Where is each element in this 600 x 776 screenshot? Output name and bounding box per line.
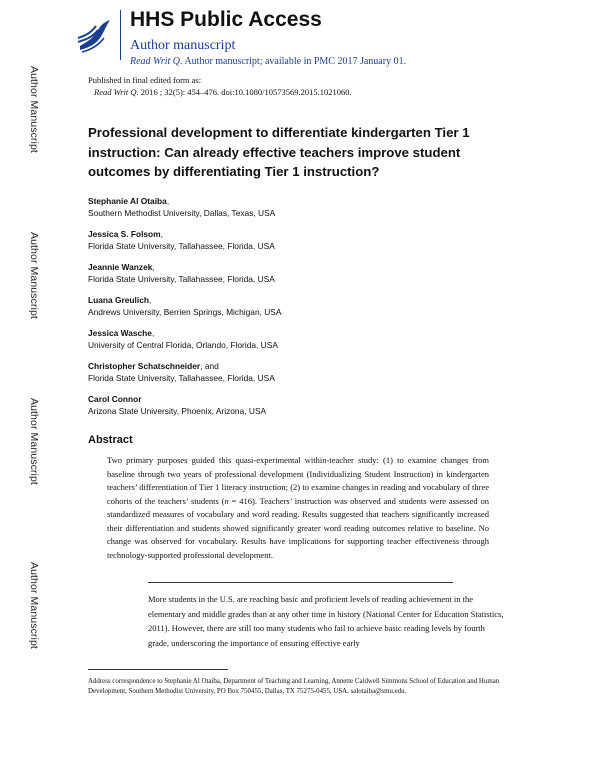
footnote-divider [88,669,228,670]
author-separator: , [148,295,152,305]
hhs-header [70,10,550,70]
published-label: Published in final edited form as: [88,75,202,85]
abstract-n-symbol: n [224,495,229,506]
sidebar-author-manuscript-2: Author Manuscript [28,232,40,319]
author-affiliation: Florida State University, Tallahassee, Florida, USA [88,372,275,383]
section-divider [148,582,453,583]
author-separator: , [166,196,170,206]
author-affiliation: Florida State University, Tallahassee, Florida, USA [88,240,275,251]
author-separator: , [160,229,163,239]
citation [88,87,352,99]
abstract-part-2: = 416). Teachers’ instruction was observed and students were assessed on standardized measures of vocabulary and word reading. Results suggested that teachers significantly increased their differentiation and students showed significantly greater word reading outcomes relative to baseline. No change was observed for vocabulary. Results have implications for supporting teacher effectiveness through technology-supported professional development. [107,495,489,560]
author-affiliation: Arizona State University, Phoenix, Arizona, USA [88,405,267,416]
hhs-eagle-icon [74,16,114,56]
author-entry [88,394,488,427]
author-name: Jeannie Wanzek [88,262,153,272]
publication-info [88,75,352,98]
author-list [88,196,488,427]
author-entry [88,229,488,262]
author-affiliation: Southern Methodist University, Dallas, Texas, USA [88,207,276,218]
abstract-heading: Abstract [88,434,133,446]
citation-details: . 2016 ; 32(5): 454–476. doi:10.1080/10573569.2015.1021060. [136,86,352,97]
author-entry [88,361,488,394]
author-name: Jessica S. Folsom [88,229,161,239]
journal-availability-line [130,56,406,67]
correspondence-footnote: Address correspondence to Stephanie Al Otaiba, Department of Teaching and Learning, Annette Caldwell Simmons School of Education and Human Development, Southern Methodist University, PO Box 750455, Dallas, TX 75275-0455, USA. salotaiba@smu.edu. [88,678,500,695]
author-separator: , [151,328,155,338]
author-entry [88,295,488,328]
sidebar-author-manuscript-3: Author Manuscript [28,398,40,485]
abstract-part-1: Two primary purposes guided this quasi-experimental within-teacher study: (1) to examine changes from baseline through two years of professional development (Individualizing Student Instruction) in kindergarten teachers’ differentiation of Tier 1 literacy instruction; (2) to examine changes in reading and vocabulary of three cohorts of the teachers’ students ( [107,455,489,506]
author-entry [88,196,488,229]
author-name: Stephanie Al Otaiba [88,196,167,206]
author-separator: , [152,262,155,272]
author-name: Luana Greulich [88,295,149,305]
author-separator: , and [200,361,219,371]
author-entry [88,262,488,295]
journal-abbrev: Read Writ Q [130,56,180,67]
hhs-public-access-title: HHS Public Access [130,8,322,31]
author-affiliation: Florida State University, Tallahassee, Florida, USA [88,273,275,284]
availability-text: . Author manuscript; available in PMC 2017 January 01. [180,56,407,67]
body-paragraph: More students in the U.S. are reaching basic and proficient levels of reading achievement in the elementary and middle grades than at any other time in history (National Center for Education Statistics, 2011). However, there are still too many students who fail to achieve basic reading levels by fourth grade, underscoring the importance of ensuring effective early [148,594,504,648]
author-entry [88,328,488,361]
sidebar-author-manuscript-4: Author Manuscript [28,562,40,649]
author-affiliation: Andrews University, Berrien Springs, Michigan, USA [88,306,282,317]
author-affiliation: University of Central Florida, Orlando, Florida, USA [88,339,278,350]
author-name: Carol Connor [88,394,142,404]
author-name: Christopher Schatschneider [88,361,201,371]
hhs-logo [70,10,121,60]
sidebar-author-manuscript-1: Author Manuscript [28,66,40,153]
author-manuscript-label: Author manuscript [130,38,236,53]
abstract-text [107,454,489,562]
citation-journal: Read Writ Q [94,86,137,97]
paper-title: Professional development to differentiate kindergarten Tier 1 instruction: Can already effective teachers improve student outcomes by differentiating Tier 1 instruction? [88,125,470,179]
author-name: Jessica Wasche [88,328,152,338]
